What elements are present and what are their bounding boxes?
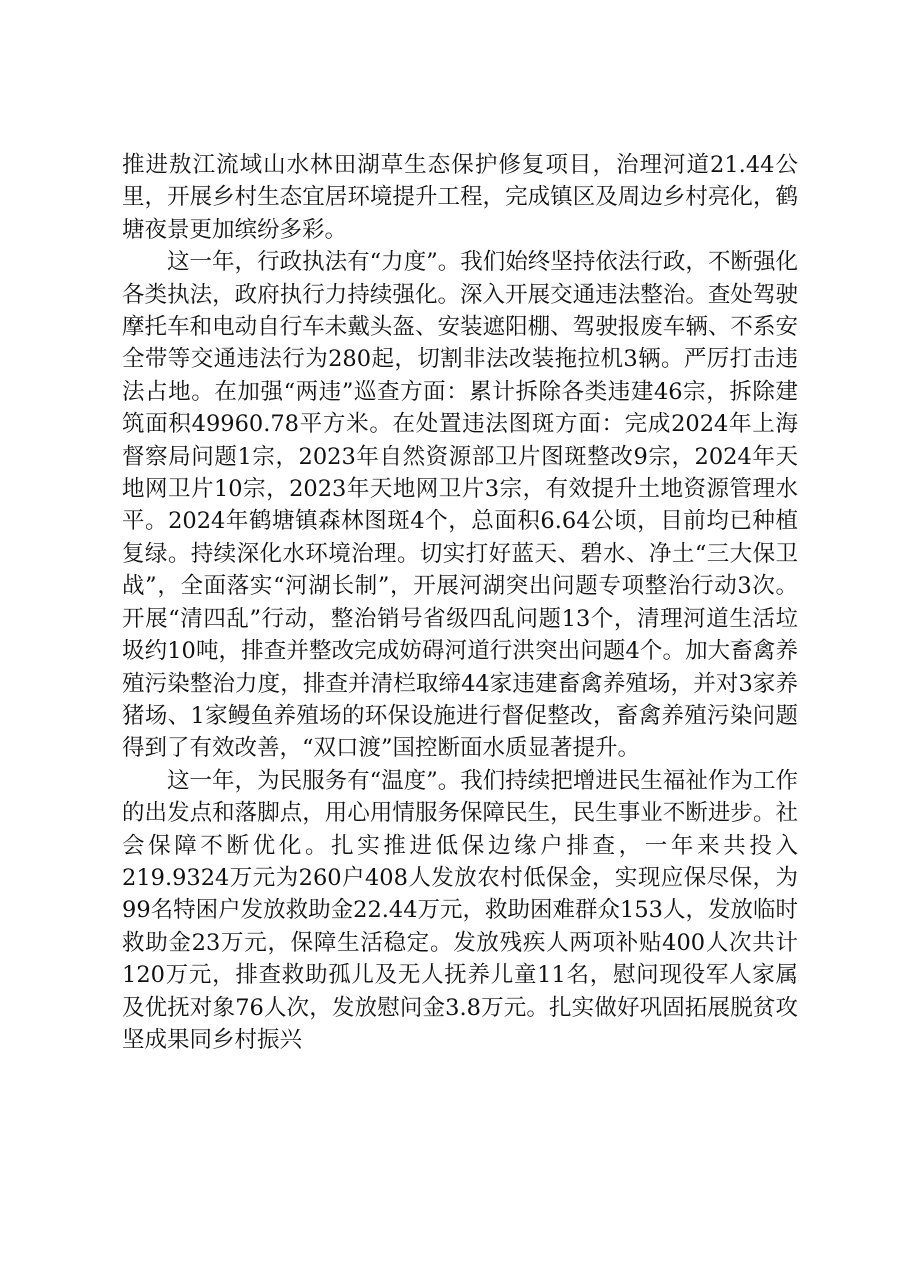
- paragraph-3: 这一年，为民服务有“温度”。我们持续把增进民生福祉作为工作的出发点和落脚点，用心用情服务保障民生，民生事业不断进步。社会保障不断优化。扎实推进低保边缘户排查，一年来共投入219.9324万元为260户408人发放农村低保金，实现应保尽保，为99名特困户发放救助金22.44万元，救助困难群众153人，发放临时救助金23万元，保障生活稳定。发放残疾人两项补贴400人次共计120万元，排查救助孤儿及无人抚养儿童11名，慰问现役军人家属及优抚对象76人次，发放慰问金3.8万元。扎实做好巩固拓展脱贫攻坚成果同乡村振兴: [122, 767, 798, 1053]
- document-body: [122, 149, 798, 1056]
- paragraph-2: 这一年，行政执法有“力度”。我们始终坚持依法行政，不断强化各类执法，政府执行力持续强化。深入开展交通违法整治。查处驾驶摩托车和电动自行车未戴头盔、安装遮阳棚、驾驶报废车辆、不系安全带等交通违法行为280起，切割非法改装拖拉机3辆。严厉打击违法占地。在加强“两违”巡查方面：累计拆除各类违建46宗，拆除建筑面积49960.78平方米。在处置违法图斑方面：完成2024年上海督察局问题1宗，2023年自然资源部卫片图斑整改9宗，2024年天地网卫片10宗，2023年天地网卫片3宗，有效提升土地资源管理水平。2024年鹤塘镇森林图斑4个，总面积6.64公顷，目前均已种植复绿。持续深化水环境治理。切实打好蓝天、碧水、净土“三大保卫战”，全面落实“河湖长制”，开展河湖突出问题专项整治行动3次。开展“清四乱”行动，整治销号省级四乱问题13个，清理河道生活垃圾约10吨，排查并整改完成妨碍河道行洪突出问题4个。加大畜禽养殖污染整治力度，排查并清栏取缔44家违建畜禽养殖场，并对3家养猪场、1家鳗鱼养殖场的环保设施进行督促整改，畜禽养殖污染问题得到了有效改善，“双口渡”国控断面水质显著提升。: [122, 249, 798, 762]
- paragraph-1: 推进敖江流域山水林田湖草生态保护修复项目，治理河道21.44公里，开展乡村生态宜居环境提升工程，完成镇区及周边乡村亮化，鹤塘夜景更加缤纷多彩。: [122, 152, 798, 243]
